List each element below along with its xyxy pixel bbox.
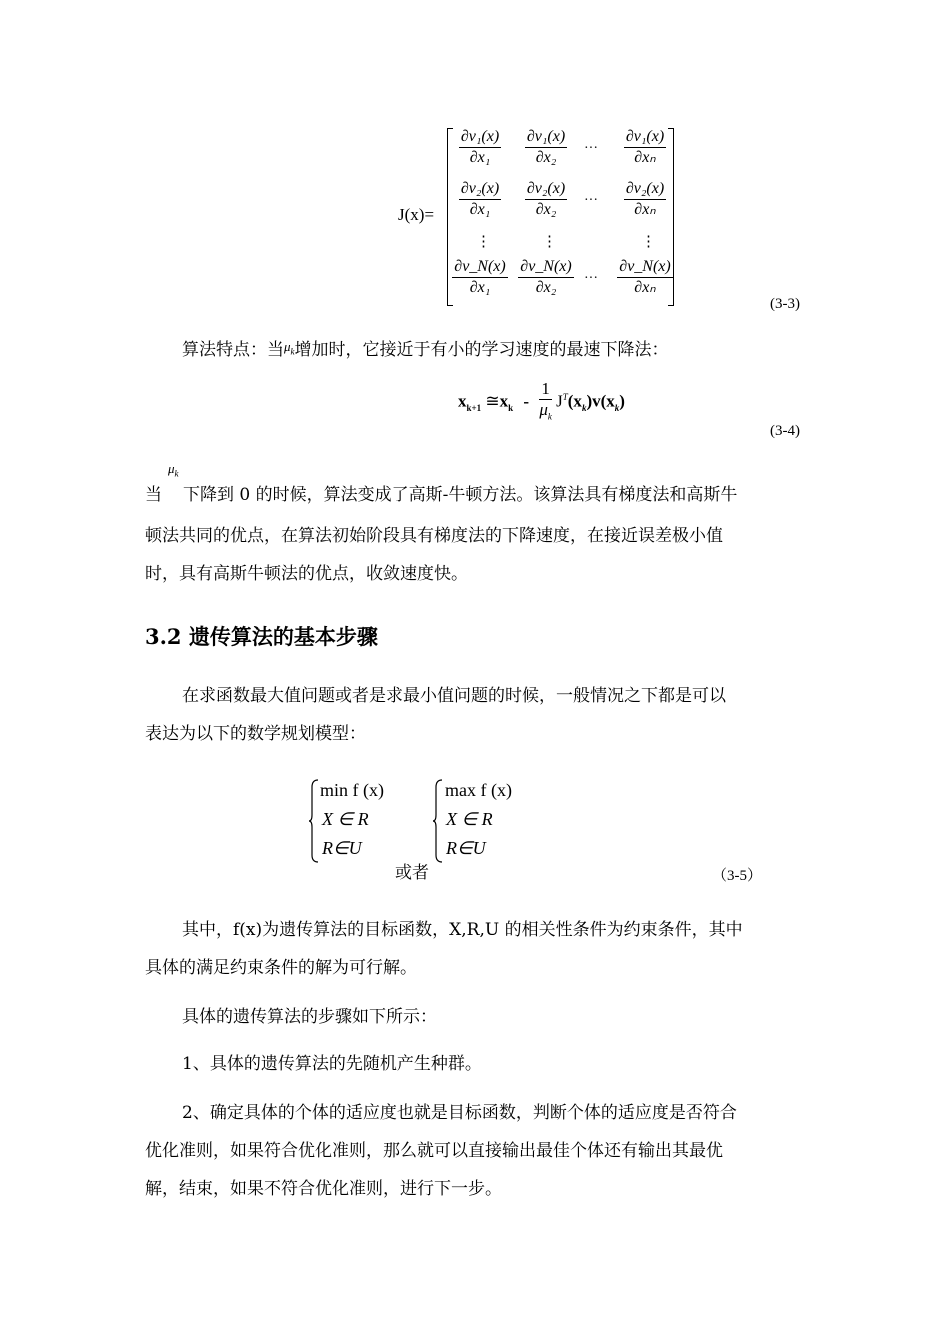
equation-3-4: $x_{k+1}$ $≅x_k$ - $\frac{1}{\mu_k}$ $J^T(x_k)v(x_k)$ <box>458 379 625 422</box>
paragraph-gauss-newton-line3: 时，具有高斯牛顿法的优点，收敛速度快。 <box>145 564 468 584</box>
system-min-line3: R∈U <box>322 838 362 858</box>
matrix-cell-N-n: $\frac{\partial v\_N(x)}{\text{∂xₙ}}$ <box>619 258 671 296</box>
right-brace <box>432 779 444 863</box>
matrix-cell-1-1: $\frac{\text{∂v₁(x)}}{\text{∂x₁}}$ <box>460 128 500 166</box>
step-1: 1、具体的遗传算法的先随机产生种群。 <box>182 1054 482 1074</box>
matrix-cell-2-n: $\frac{\text{∂v₂(x)}}{\text{∂xₙ}}$ <box>625 180 665 218</box>
matrix-hdots-2: ··· <box>584 193 598 208</box>
jacobian-lhs: J(x)= <box>398 205 435 224</box>
matrix-cell-N-2: $\frac{\partial v\_N(x)}{\text{∂x₂}}$ <box>520 258 572 296</box>
system-min-line1: min f (x) <box>320 780 384 800</box>
equation-number-3-3: (3-3) <box>770 296 800 312</box>
matrix-vdots-2: ⋮ <box>542 234 557 250</box>
paragraph-objective-line1: 其中，f(x)为遗传算法的目标函数，X,R,U 的相关性条件为约束条件，其中 <box>182 920 743 940</box>
system-max-line3: R∈U <box>446 838 486 858</box>
mu-k-superscript: $\mu_k$ <box>168 461 179 479</box>
mu-k-symbol: μk <box>284 339 295 357</box>
paragraph-steps-intro: 具体的遗传算法的步骤如下所示： <box>182 1007 437 1027</box>
system-max-line1: max f (x) <box>445 780 512 800</box>
matrix-cell-1-n: $\frac{\text{∂v₁(x)}}{\text{∂xₙ}}$ <box>625 128 665 166</box>
matrix-vdots-1: ⋮ <box>476 234 491 250</box>
paragraph-model-line2: 表达为以下的数学规划模型： <box>145 724 366 744</box>
matrix-vdots-n: ⋮ <box>641 234 656 250</box>
system-min-line2: X ∈ R <box>322 809 369 829</box>
step-2-line3: 解，结束，如果不符合优化准则，进行下一步。 <box>145 1179 502 1199</box>
step-2-line1: 2、确定具体的个体的适应度也就是目标函数，判断个体的适应度是否符合 <box>182 1103 737 1123</box>
paragraph-gauss-newton-line1: 当 下降到 0 的时候，算法变成了高斯-牛顿方法。该算法具有梯度法和高斯牛 <box>145 485 738 505</box>
paragraph-algorithm-feature: 算法特点：当$^{\mu_k}$增加时，它接近于有小的学习速度的最速下降法： <box>182 339 669 360</box>
matrix-cell-N-1: $\frac{\partial v\_N(x)}{\text{∂x₁}}$ <box>454 258 506 296</box>
matrix-cell-2-1: $\frac{\text{∂v₂(x)}}{\text{∂x₁}}$ <box>460 180 500 218</box>
paragraph-gauss-newton-line2: 顿法共同的优点，在算法初始阶段具有梯度法的下降速度，在接近误差极小值 <box>145 526 723 546</box>
section-heading: 3.2 遗传算法的基本步骤 <box>145 624 378 649</box>
paragraph-objective-line2: 具体的满足约束条件的解为可行解。 <box>145 958 417 978</box>
system-max-line2: X ∈ R <box>446 809 493 829</box>
equation-number-3-4: (3-4) <box>770 423 800 439</box>
equation-number-3-5: （3-5） <box>712 868 762 884</box>
matrix-hdots-1: ··· <box>584 141 598 156</box>
step-2-line2: 优化准则，如果符合优化准则，那么就可以直接输出最佳个体还有输出其最优 <box>145 1141 723 1161</box>
left-brace <box>308 779 320 863</box>
or-label: 或者 <box>395 863 429 883</box>
paragraph-model-line1: 在求函数最大值问题或者是求最小值问题的时候，一般情况之下都是可以 <box>182 686 726 706</box>
matrix-hdots-N: ··· <box>584 271 598 286</box>
matrix-cell-2-2: $\frac{\text{∂v₂(x)}}{\text{∂x₂}}$ <box>526 180 566 218</box>
matrix-cell-1-2: $\frac{\text{∂v₁(x)}}{\text{∂x₂}}$ <box>526 128 566 166</box>
